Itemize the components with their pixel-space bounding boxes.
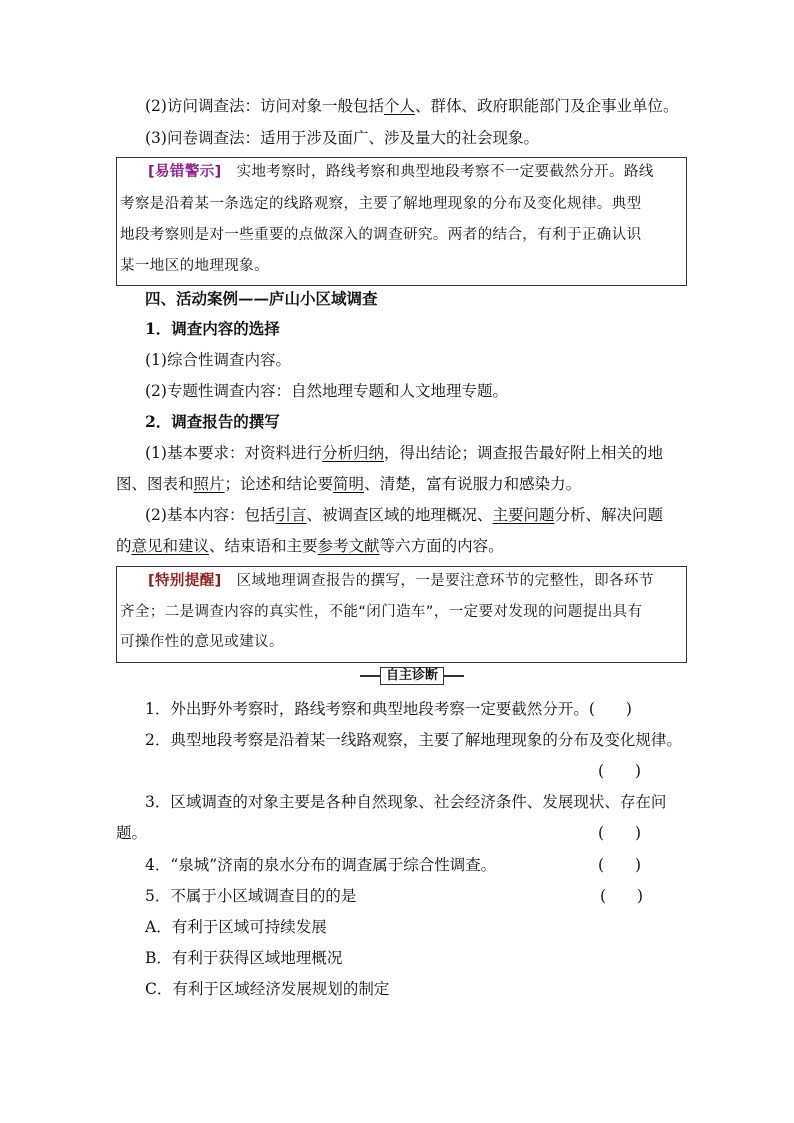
item1-line-a: (1)综合性调查内容。 xyxy=(145,351,291,369)
text-segment: 分析、解决问题 xyxy=(554,506,664,524)
questionnaire-method-line: (3)问卷调查法：适用于涉及面广、涉及量大的社会现象。 xyxy=(145,129,539,147)
special-line-2: 齐全；二是调查内容的真实性，不能“闭门造车”，一定要对发现的问题提出具有 xyxy=(120,604,643,620)
option-c: C．有利于区域经济发展规划的制定 xyxy=(145,980,390,998)
requirements-line-1 xyxy=(145,442,663,464)
special-line-1 xyxy=(148,571,654,591)
text-segment: 、结束语和主要 xyxy=(209,537,318,555)
contents-line-1 xyxy=(145,504,663,526)
answer-blank: ( ) xyxy=(598,824,642,842)
warning-tag: [易错警示] xyxy=(148,164,222,180)
diagnosis-badge: 自主诊断 xyxy=(380,667,444,685)
special-tag: [特别提醒] xyxy=(148,573,222,589)
underlined-term: 参考文献 xyxy=(317,537,380,555)
underlined-term: 个人 xyxy=(383,97,415,115)
special-line-3: 可操作性的意见或建议。 xyxy=(120,634,284,650)
underlined-term: 简明 xyxy=(333,475,365,493)
option-a: A．有利于区域可持续发展 xyxy=(145,918,327,936)
question-1 xyxy=(145,698,632,720)
text-segment: 实地考察时，路线考察和典型地段考察不一定要截然分开。路线 xyxy=(236,164,654,180)
diagnosis-header xyxy=(360,667,464,685)
text-segment: ；论述和结论要 xyxy=(224,475,334,493)
badge-left-bar xyxy=(360,675,380,677)
section-title: 四、活动案例——庐山小区域调查 xyxy=(145,289,378,308)
question-4: 4．“泉城”济南的泉水分布的调查属于综合性调查。 xyxy=(145,856,497,874)
text-segment: 、群体、政府职能部门及企事业单位。 xyxy=(414,97,679,115)
text-segment: ，得出结论；调查报告最好附上相关的地 xyxy=(383,444,663,462)
text-segment: 、清楚，富有说服力和感染力。 xyxy=(364,475,582,493)
question-3-line-1: 3．区域调查的对象主要是各种自然现象、社会经济条件、发展现状、存在问 xyxy=(145,793,667,811)
answer-blank: ( ) xyxy=(588,700,632,718)
text-segment: (2)访问调查法：访问对象一般包括 xyxy=(145,97,384,115)
question-3-line-2: 题。 xyxy=(116,824,148,842)
warning-line-2: 考察是沿着某一条选定的线路观察，主要了解地理现象的分布及变化规律。典型 xyxy=(120,196,642,212)
answer-blank: ( ) xyxy=(600,887,644,905)
answer-blank: ( ) xyxy=(598,856,642,874)
item1-title: 1．调查内容的选择 xyxy=(145,319,280,338)
text-segment: (1)基本要求：对资料进行 xyxy=(145,444,322,462)
question-5: 5．不属于小区域调查目的的是 xyxy=(145,887,357,905)
text-segment: (2)基本内容：包括 xyxy=(145,506,276,524)
text-segment: 、被调查区域的地理概况、 xyxy=(306,506,493,524)
warning-line-1 xyxy=(148,162,654,182)
answer-blank: ( ) xyxy=(598,762,642,780)
requirements-line-2 xyxy=(116,473,581,495)
text-segment: 图、图表和 xyxy=(116,475,194,493)
underlined-term: 照片 xyxy=(193,475,225,493)
underlined-term: 引言 xyxy=(275,506,307,524)
warning-line-3: 地段考察则是对一些重要的点做深入的调查研究。两者的结合，有利于正确认识 xyxy=(120,227,642,243)
underlined-term: 主要问题 xyxy=(492,506,555,524)
special-reminder-box xyxy=(116,566,687,663)
question-text: 1．外出野外考察时，路线考察和典型地段考察一定要截然分开。 xyxy=(145,700,589,718)
item2-title: 2．调查报告的撰写 xyxy=(145,412,280,431)
text-segment: 区域地理调查报告的撰写，一是要注意环节的完整性，即各环节 xyxy=(236,573,654,589)
badge-right-bar xyxy=(444,675,464,677)
interview-method-line xyxy=(145,95,679,117)
underlined-term: 意见和建议 xyxy=(131,537,210,555)
warning-line-4: 某一地区的地理现象。 xyxy=(120,258,269,274)
contents-line-2 xyxy=(116,535,504,557)
text-segment: 的 xyxy=(116,537,132,555)
underlined-term: 分析归纳 xyxy=(321,444,384,462)
warning-box xyxy=(116,157,687,286)
text-segment: 等六方面的内容。 xyxy=(379,537,504,555)
question-2: 2．典型地段考察是沿着某一线路观察，主要了解地理现象的分布及变化规律。 xyxy=(145,731,682,749)
option-b: B．有利于获得区域地理概况 xyxy=(145,949,343,967)
item1-line-b: (2)专题性调查内容：自然地理专题和人文地理专题。 xyxy=(145,382,508,400)
